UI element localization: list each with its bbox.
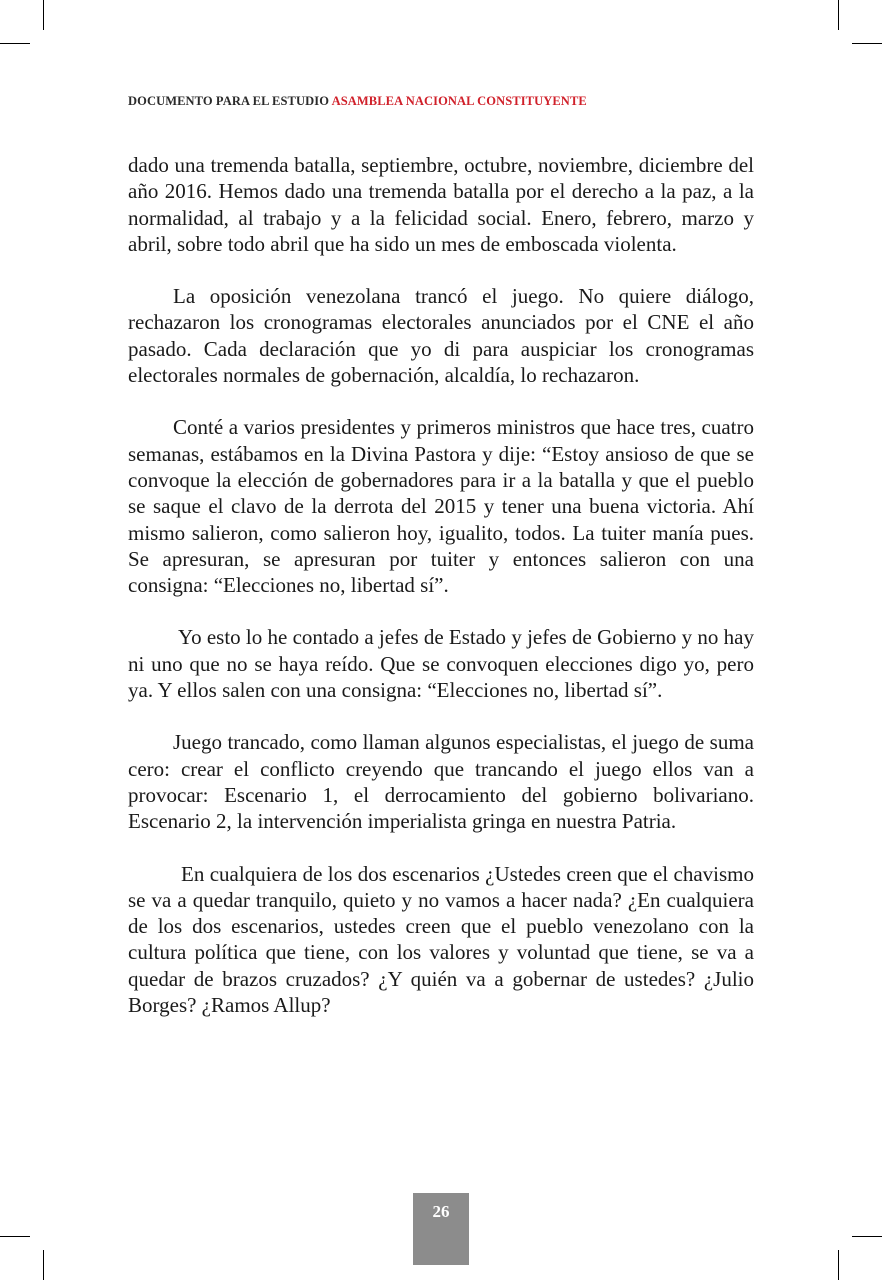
crop-mark-bottom-left-horizontal xyxy=(0,1236,30,1237)
page-number: 26 xyxy=(432,1202,450,1221)
paragraph: Juego trancado, como llaman algunos especialistas, el juego de suma cero: crear el conflicto creyendo que trancando el juego ellos van a provocar: Escenario 1, el derrocamiento del gobierno bolivariano. Escenario 2, la intervención imperialista gringa en nuestra Patria. xyxy=(128,730,754,834)
header-title-prefix: DOCUMENTO PARA EL ESTUDIO xyxy=(128,94,330,108)
paragraph: La oposición venezolana trancó el juego. No quiere diálogo, rechazaron los cronogramas electorales anunciados por el CNE el año pasado. Cada declaración que yo di para auspiciar los cronogramas electorales normales de gobernación, alcaldía, lo rechazaron. xyxy=(128,284,754,388)
crop-mark-top-left-horizontal xyxy=(0,43,30,44)
page-number-tab xyxy=(413,1193,469,1265)
paragraph: En cualquiera de los dos escenarios ¿Ustedes creen que el chavismo se va a quedar tranquilo, quieto y no vamos a hacer nada? ¿En cualquiera de los dos escenarios, ustedes creen que el pueblo venezolano con la cultura política que tiene, con los valores y voluntad que tiene, se va a quedar de brazos cruzados? ¿Y quién va a gobernar de ustedes? ¿Julio Borges? ¿Ramos Allup? xyxy=(128,861,754,1018)
running-header xyxy=(128,94,587,109)
crop-mark-bottom-left-vertical xyxy=(43,1250,44,1280)
paragraph-continuation: dado una tremenda batalla, septiembre, octubre, noviembre, diciembre del año 2016. Hemos dado una tremenda batalla por el derecho a la paz, a la normalidad, al trabajo y a la felicidad social. Enero, febrero, marzo y abril, sobre todo abril que ha sido un mes de emboscada violenta. xyxy=(128,153,754,256)
header-title-highlight: ASAMBLEA NACIONAL CONSTITUYENTE xyxy=(331,94,587,108)
paragraph: Conté a varios presidentes y primeros ministros que hace tres, cuatro semanas, estábamos en la Divina Pastora y dije: “Estoy ansioso de que se convoque la elección de gobernadores para ir a la batalla y que el pueblo se saque el clavo de la derrota del 2015 y tener una buena victoria. Ahí mismo salieron, como salieron hoy, igualito, todos. La tuiter manía pues. Se apresuran, se apresuran por tuiter y entonces salieron con una consigna: “Elecciones no, libertad sí”. xyxy=(128,415,754,598)
crop-mark-top-left-vertical xyxy=(43,0,44,30)
crop-mark-bottom-right-vertical xyxy=(838,1250,839,1280)
paragraph: Yo esto lo he contado a jefes de Estado y jefes de Gobierno y no hay ni uno que no se haya reído. Que se convoquen elecciones digo yo, pero ya. Y ellos salen con una consigna: “Elecciones no, libertad sí”. xyxy=(128,625,754,703)
crop-mark-top-right-horizontal xyxy=(852,43,882,44)
body-text xyxy=(128,152,754,1044)
crop-mark-top-right-vertical xyxy=(838,0,839,30)
crop-mark-bottom-right-horizontal xyxy=(852,1236,882,1237)
